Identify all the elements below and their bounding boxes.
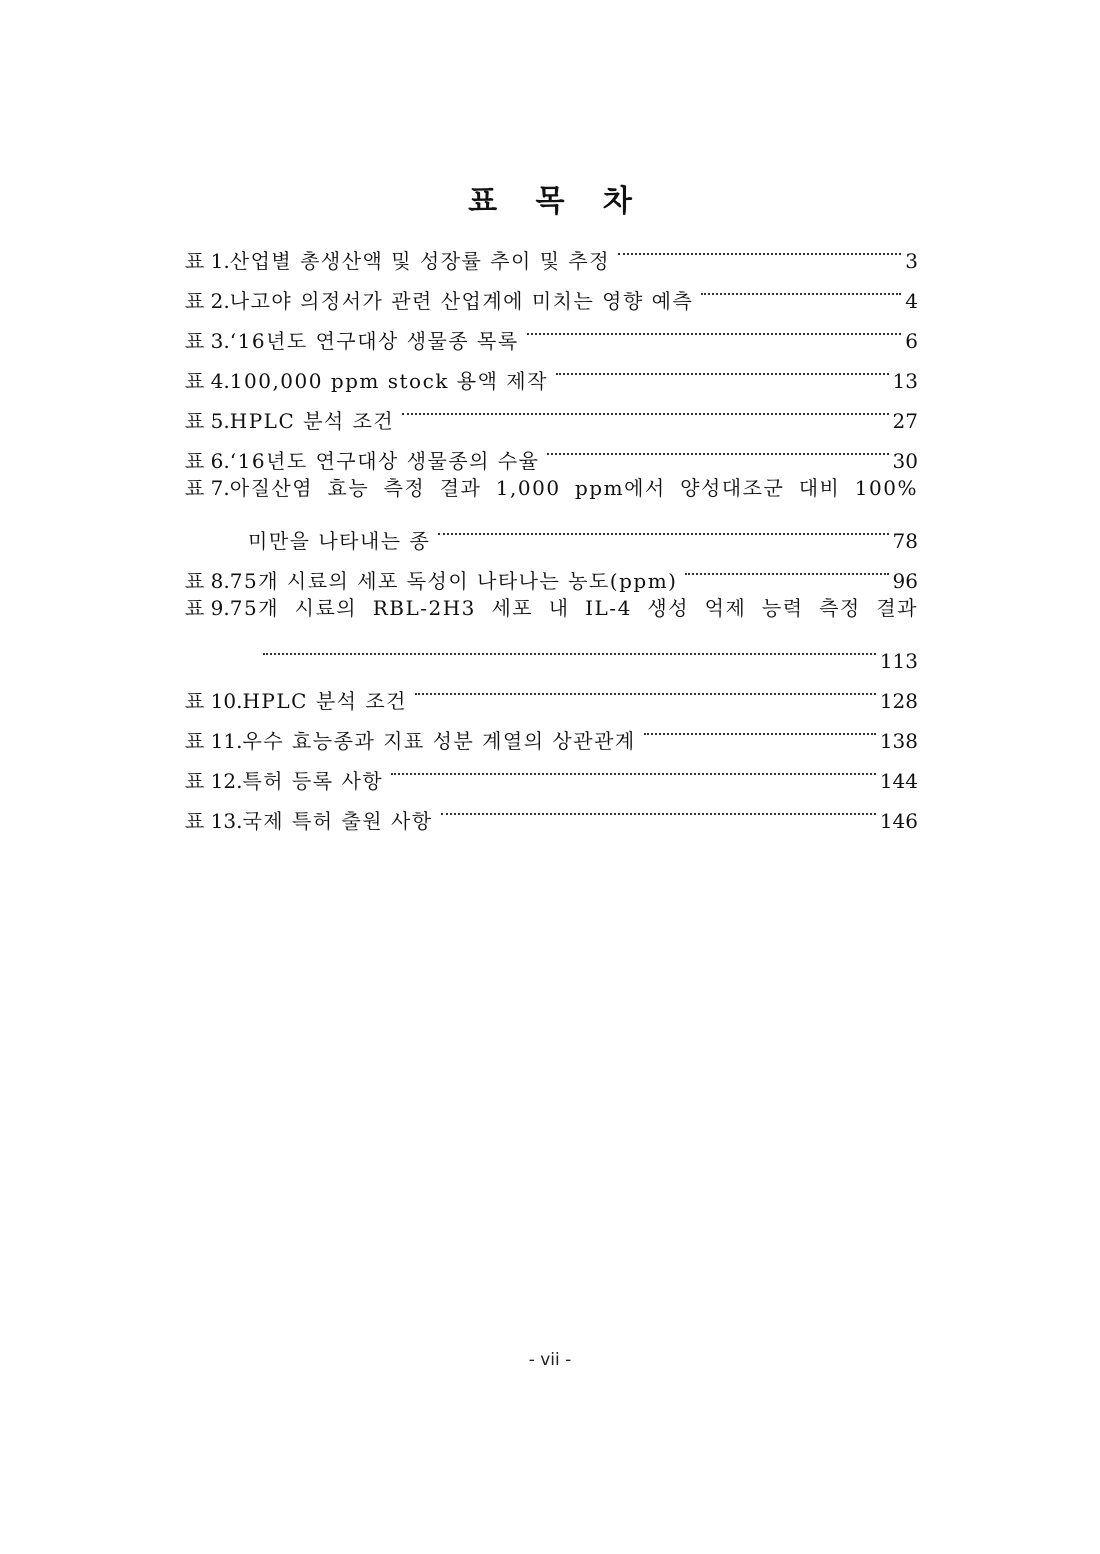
dot-leader (391, 748, 876, 788)
entry-title: 나고야 의정서가 관련 산업계에 미치는 영향 예측 (229, 289, 694, 313)
entry-number: 표 7. (185, 476, 230, 500)
entry-title: 75개 시료의 세포 독성이 나타나는 농도(ppm) (229, 569, 678, 593)
dot-leader (644, 708, 876, 748)
dot-leader (547, 428, 888, 468)
entry-number: 표 9. (185, 596, 230, 620)
dot-leader (556, 348, 889, 388)
dot-leader (685, 548, 888, 588)
page-title: 표 목 차 (468, 184, 646, 219)
entry-title: 산업별 총생산액 및 성장률 추이 및 추정 (229, 249, 611, 273)
dot-leader (263, 628, 876, 668)
entry-page: 113 (879, 649, 918, 673)
toc-entry-7[interactable] (185, 468, 918, 553)
entry-number: 표 3. (185, 329, 230, 353)
page-number-footer: - vii - (528, 1350, 572, 1370)
entry-page: 96 (892, 569, 918, 593)
entry-number: 표 5. (185, 409, 230, 433)
dot-leader (701, 268, 901, 308)
entry-number: 표 8. (185, 569, 230, 593)
entry-title: 100,000 ppm stock 용액 제작 (229, 369, 548, 393)
entry-page: 6 (905, 329, 918, 353)
entry-title: HPLC 분석 조건 (242, 689, 407, 713)
toc-entry-1[interactable] (185, 228, 918, 273)
entry-title: HPLC 분석 조건 (229, 409, 395, 433)
entry-page: 30 (892, 449, 918, 473)
entry-page: 138 (879, 729, 918, 753)
dot-leader (402, 388, 888, 428)
entry-title: ‘16년도 연구대상 생물종 목록 (229, 329, 519, 353)
entry-number: 표 12. (185, 769, 243, 793)
entry-page: 128 (879, 689, 918, 713)
entry-title: ‘16년도 연구대상 생물종의 수율 (229, 449, 540, 473)
toc-entry-9[interactable] (185, 588, 918, 673)
entry-number: 표 1. (185, 249, 230, 273)
entry-title: 아질산염 효능 측정 결과 1,000 ppm에서 양성대조군 대비 100% (229, 476, 918, 500)
entry-page: 78 (892, 529, 918, 553)
dot-leader (438, 508, 888, 548)
entry-number: 표 10. (185, 689, 243, 713)
entry-number: 표 11. (185, 729, 243, 753)
toc-entry-10[interactable] (185, 668, 918, 713)
entry-number: 표 4. (185, 369, 230, 393)
dot-leader (618, 228, 901, 268)
dot-leader (441, 788, 876, 828)
entry-title: 우수 효능종과 지표 성분 계열의 상관관계 (242, 729, 636, 753)
entry-title: 국제 특허 출원 사항 (242, 809, 433, 833)
entry-number: 표 6. (185, 449, 230, 473)
entry-page: 146 (879, 809, 918, 833)
entry-page: 4 (905, 289, 918, 313)
entry-title: 특허 등록 사항 (242, 769, 384, 793)
entry-page: 27 (892, 409, 918, 433)
table-of-contents (185, 228, 918, 833)
entry-number: 표 13. (185, 809, 243, 833)
dot-leader (415, 668, 876, 708)
entry-number: 표 2. (185, 289, 230, 313)
entry-title-continued: 미만을 나타내는 종 (248, 529, 431, 553)
entry-page: 144 (879, 769, 918, 793)
entry-title: 75개 시료의 RBL-2H3 세포 내 IL-4 생성 억제 능력 측정 결과 (229, 596, 918, 620)
entry-page: 3 (905, 249, 918, 273)
entry-page: 13 (892, 369, 918, 393)
dot-leader (527, 308, 902, 348)
